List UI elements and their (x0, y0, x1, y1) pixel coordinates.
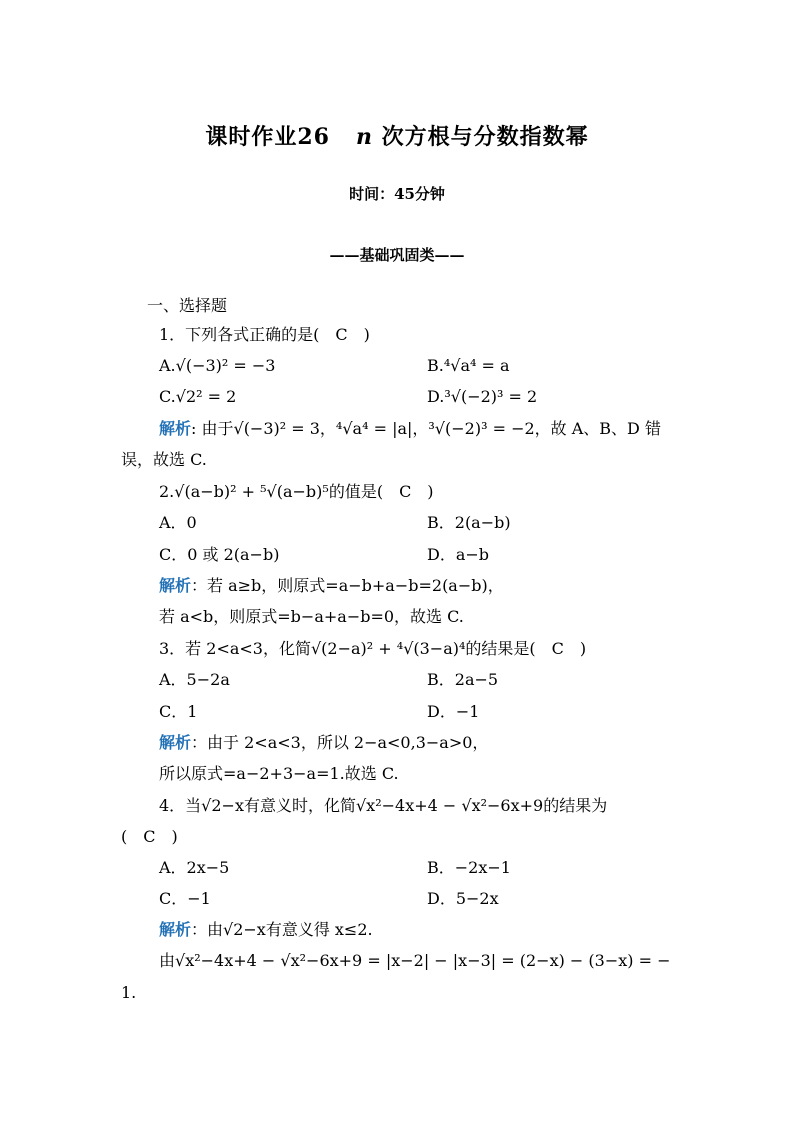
section-heading: ——基础巩固类—— (329, 246, 465, 264)
q4-analysis-end: 1. (121, 983, 137, 1002)
q3-option-b: B．2a−5 (427, 670, 499, 689)
q1-analysis (159, 418, 661, 440)
q4-stem: 4．当√2−x有意义时，化简√x²−4x+4 − √x²−6x+9的结果为 (159, 796, 608, 815)
q1-option-c: C.√2² = 2 (159, 387, 237, 406)
time-limit: 时间：45分钟 (349, 185, 445, 203)
q1-option-d: D.³√(−2)³ = 2 (427, 387, 538, 406)
q3-option-a: A．5−2a (159, 670, 230, 689)
q3-analysis-cont: 所以原式=a−2+3−a=1.故选 C. (159, 764, 399, 783)
q3-option-c: C．1 (159, 702, 198, 721)
q2-analysis-text: ：若 a≥b，则原式=a−b+a−b=2(a−b)， (191, 576, 504, 595)
q4-stem-cont: ( C ) (121, 827, 178, 846)
title-n: n (355, 124, 373, 150)
q2-analysis-cont: 若 a<b，则原式=b−a+a−b=0，故选 C. (159, 607, 464, 626)
q4-option-b: B．−2x−1 (427, 858, 511, 877)
q4-analysis (159, 919, 373, 941)
q1-option-a: A.√(−3)² = −3 (159, 356, 276, 375)
q1-analysis-cont: 误，故选 C. (121, 450, 207, 469)
q2-stem: 2.√(a−b)² + ⁵√(a−b)⁵的值是( C ) (159, 482, 434, 501)
q2-option-d: D．a−b (427, 545, 490, 564)
q3-analysis-text: ：由于 2<a<3，所以 2−a<0,3−a>0， (191, 733, 489, 752)
q1-option-b: B.⁴√a⁴ = a (427, 356, 510, 375)
part-heading: 一、选择题 (147, 296, 228, 315)
q3-option-d: D．−1 (427, 702, 480, 721)
q4-option-a: A．2x−5 (159, 858, 230, 877)
page-title (0, 120, 794, 151)
q2-option-a: A．0 (159, 513, 197, 532)
q2-analysis-label: 解析 (159, 576, 192, 595)
q4-analysis-label: 解析 (159, 920, 192, 939)
q3-stem: 3．若 2<a<3，化简√(2−a)² + ⁴√(3−a)⁴的结果是( C ) (159, 639, 587, 658)
q4-option-d: D．5−2x (427, 889, 499, 908)
q2-option-b: B．2(a−b) (427, 513, 511, 532)
q3-analysis-label: 解析 (159, 733, 192, 752)
q4-analysis-cont: 由√x²−4x+4 − √x²−6x+9 = |x−2| − |x−3| = (2−x) − (3−x) = − (159, 951, 671, 970)
q1-stem: 1．下列各式正确的是( C ) (159, 325, 370, 344)
q2-option-c: C．0 或 2(a−b) (159, 545, 280, 564)
q4-analysis-text: ：由√2−x有意义得 x≤2. (191, 920, 373, 939)
title-prefix: 课时作业26 (205, 124, 330, 150)
title-suffix: 次方根与分数指数幂 (381, 124, 589, 150)
q3-analysis (159, 732, 488, 754)
q1-analysis-label: 解析 (159, 419, 192, 438)
q4-option-c: C．−1 (159, 889, 211, 908)
q2-analysis (159, 575, 504, 597)
q1-analysis-text: : 由于√(−3)² = 3，⁴√a⁴ = |a|，³√(−2)³ = −2，故 A、B、D 错 (191, 419, 661, 438)
